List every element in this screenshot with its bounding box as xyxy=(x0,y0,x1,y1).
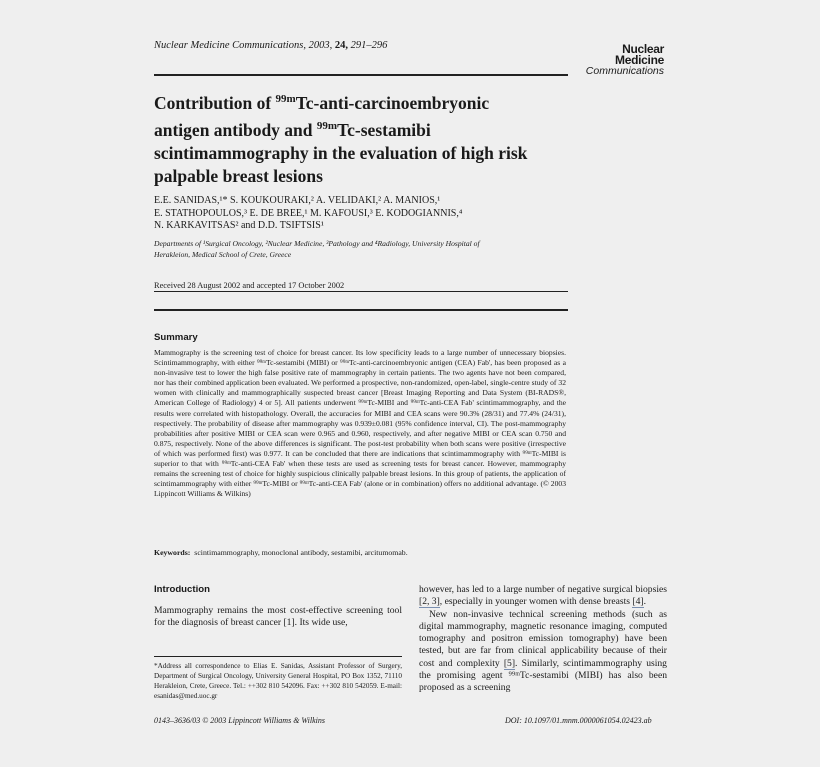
copyright-footer: 0143–3636/03 © 2003 Lippincott Williams & Wilkins xyxy=(154,716,325,725)
logo-line-2: Medicine xyxy=(615,53,664,67)
keywords xyxy=(154,548,566,557)
title-line-1: Contribution of $^{99m}$Tc-anti-carcinoembryonic xyxy=(154,92,490,113)
journal-year: 2003, xyxy=(308,40,333,51)
header-rule xyxy=(154,74,568,76)
keywords-label: Keywords: xyxy=(154,548,191,557)
intro-paragraph-1: however, has led to a large number of negative surgical biopsies [2, 3], especially in younger women with dense breasts [4]. xyxy=(419,584,667,608)
summary-text: Mammography is the screening test of choice for breast cancer. Its low specificity leads to a large number of unnecessary biopsies. Scintimammography, with either ⁹⁹ᵐTc-sestamibi (MIBI) or ⁹⁹ᵐTc-anti-carcinoembryonic antigen (CEA) Fab', has been proposed as a non-invasive test to lower the high false positive rate of mammography in certain patients. The two agents have not been compared, nor has their combined application been evaluated. We performed a prospective, non-randomized, open-label, single-centre study of 32 women with clinically and mammographically suspected breast cancer [Breast Imaging Reporting and Data System (BI-RADS®, American College of Radiology) 4 or 5]. All patients underwent ⁹⁹ᵐTc-MIBI and ⁹⁹ᵐTc-anti-CEA Fab' scintimammography, and the results were correlated with histopathology. Overall, the accuracies for MIBI and CEA scans were 90.3% (28/31) and 77.4% (24/31), respectively. The probability of disease after mammography was 0.939±0.081 (95% confidence interval, CI). The post-mammography probabilities after positive MIBI or CEA scan were 0.965 and 0.960, respectively, and after negative MIBI or CEA scan 0.750 and 0.875, respectively. None of the above differences is significant. The post-test probability when both scans were positive (irrespective of which was performed first) was 0.977. It can be concluded that there are indications that scintimammography with ⁹⁹ᵐTc-MIBI is superior to that with ⁹⁹ᵐTc-anti-CEA Fab' when these tests are used as screening tests for breast cancer. However, mammography remains the screening test of choice for highly suspicious clinically palpable breast lesions. In this group of patients, the application of scintimammography with either ⁹⁹ᵐTc-MIBI or ⁹⁹ᵐTc-anti-CEA Fab' (alone or in combination) offers no additional advantage. (© 2003 Lippincott Williams & Wilkins) xyxy=(154,348,566,499)
article-title xyxy=(154,88,584,188)
introduction-heading: Introduction xyxy=(154,584,210,595)
title-line-4: palpable breast lesions xyxy=(154,165,323,186)
keywords-text: scintimammography, monoclonal antibody, sestamibi, arcitumomab. xyxy=(194,548,408,557)
reference-link[interactable]: [4] xyxy=(632,596,644,608)
logo-line-3: Communications xyxy=(585,65,664,77)
summary-heading: Summary xyxy=(154,332,198,343)
author-line-1: E.E. SANIDAS,¹* S. KOUKOURAKI,² A. VELIDAKI,² A. MANIOS,¹ xyxy=(154,195,441,206)
footnote-rule xyxy=(154,656,402,657)
affiliations: Departments of ¹Surgical Oncology, ²Nuclear Medicine, ³Pathology and ⁴Radiology, University Hospital of Herakleion, Medical School of Crete, Greece xyxy=(154,239,480,259)
introduction-right-column xyxy=(419,584,667,695)
author-list xyxy=(154,195,584,233)
received-top-rule xyxy=(154,291,568,292)
correspondence-footnote: *Address all correspondence to Elias E. Sanidas, Assistant Professor of Surgery, Department of Surgical Oncology, University General Hospital, PO Box 1352, 71110 Herakleion, Crete, Greece. Tel.: ++302 810 542096. Fax: ++302 810 542059. E-mail: esanidas@med.uoc.gr xyxy=(154,662,402,700)
author-line-2: E. STATHOPOULOS,³ E. DE BREE,¹ M. KAFOUSI,³ E. KODOGIANNIS,⁴ xyxy=(154,207,463,219)
reference-link[interactable]: [2, 3] xyxy=(419,596,440,608)
doi-footer: DOI: 10.1097/01.mnm.0000061054.02423.ab xyxy=(505,716,652,725)
journal-logo xyxy=(586,44,664,77)
received-date: Received 28 August 2002 and accepted 17 October 2002 xyxy=(154,281,345,290)
intro-paragraph-2: New non-invasive technical screening methods (such as digital mammography, magnetic resonance imaging, computed tomography and positron emission tomography) have been tested, but are far from clinical applicability because of their cost and complexity [5]. Similarly, scintimammography using the promising agent ⁹⁹ᵐTc-sestamibi (MIBI) has also been proposed as a screening xyxy=(419,608,667,694)
reference-link[interactable]: [5] xyxy=(503,657,516,669)
journal-volume: 24, xyxy=(334,40,348,51)
logo-line-1: Nuclear xyxy=(622,42,664,56)
title-line-2: antigen antibody and $^{99m}$Tc-sestamibi xyxy=(154,119,431,140)
introduction-left-text: Mammography remains the most cost-effective screening tool for the diagnosis of breast cancer [1]. Its wide use, xyxy=(154,605,402,629)
journal-name: Nuclear Medicine Communications xyxy=(154,40,304,51)
journal-citation: Nuclear Medicine Communications, 2003, 24, 291–296 xyxy=(154,40,388,51)
journal-pages: 291–296 xyxy=(350,40,388,51)
author-line-3: N. KARKAVITSAS² and D.D. TSIFTSIS¹ xyxy=(154,220,324,231)
title-line-3: scintimammography in the evaluation of high risk xyxy=(154,142,528,163)
received-bottom-rule xyxy=(154,309,568,311)
